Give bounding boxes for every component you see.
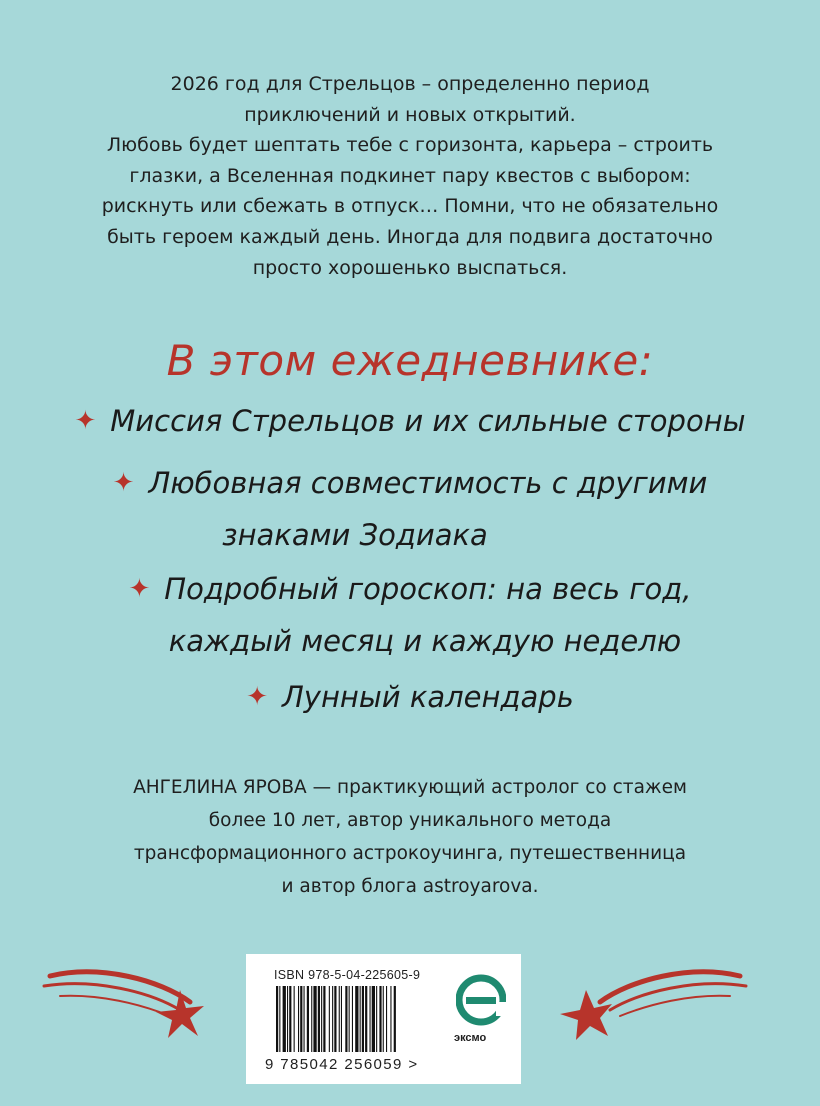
barcode-bar (365, 986, 367, 1052)
feature-label: Лунный календарь (281, 680, 574, 714)
intro-line: быть героем каждый день. Иногда для подвига достаточно (107, 225, 713, 248)
barcode-bar (283, 986, 286, 1052)
barcode-bar (345, 986, 347, 1052)
barcode-bar (379, 986, 381, 1052)
barcode-icon (276, 986, 441, 1056)
shooting-star-icon (550, 960, 750, 1050)
four-point-star-icon: ✦ (74, 406, 97, 436)
barcode-bar (339, 986, 340, 1052)
intro-line: просто хорошенько выспаться. (252, 256, 568, 279)
barcode-bar (334, 986, 336, 1052)
author-bio (40, 771, 780, 903)
intro-line: 2026 год для Стрельцов – определенно период (170, 73, 650, 95)
barcode-bar (276, 986, 278, 1052)
feature-label-continued: каждый месяц и каждую неделю (168, 624, 682, 658)
feature-label: Миссия Стрельцов и их сильные стороны (110, 404, 746, 438)
isbn-number: ISBN 978-5-04-225605-9 (274, 968, 421, 982)
barcode-bar (289, 986, 291, 1052)
feature-item (0, 563, 820, 667)
intro-line: приключений и новых открытий. (244, 103, 576, 126)
feature-item (0, 671, 820, 723)
barcode-bar (321, 986, 322, 1052)
ean-digits: 9 785042 256059 > (265, 1056, 419, 1073)
barcode-panel (246, 954, 521, 1084)
intro-text (40, 69, 780, 283)
barcode-bar (332, 986, 333, 1052)
shooting-star-icon (40, 960, 240, 1050)
feature-item (0, 395, 820, 447)
publisher-name: эксмо (454, 1032, 487, 1044)
intro-line: Любовь будет шептать тебе с горизонта, карьера – строить (106, 134, 714, 157)
barcode-bar (383, 986, 384, 1052)
author-line: трансформационного астрокоучинга, путешественница (133, 843, 687, 864)
barcode-bar (355, 986, 358, 1052)
intro-line: рискнуть или сбежать в отпуск… Помни, что не обязательно (101, 195, 719, 218)
barcode-bar (298, 986, 299, 1052)
barcode-bar (313, 986, 316, 1052)
barcode-bar (372, 986, 375, 1052)
features-heading: В этом ежедневнике: (166, 336, 654, 385)
intro-line: глазки, а Вселенная подкинет пару квестов с выбором: (129, 164, 691, 187)
barcode-bar (307, 986, 309, 1052)
barcode-bar (341, 986, 342, 1052)
eksmo-logo-icon (456, 972, 506, 1028)
barcode-bar (279, 986, 280, 1052)
barcode-bar (360, 986, 361, 1052)
author-line: более 10 лет, автор уникального метода (208, 810, 612, 831)
author-line: АНГЕЛИНА ЯРОВА — практикующий астролог со стажем (133, 777, 687, 798)
barcode-bar (362, 986, 364, 1052)
feature-item (0, 457, 820, 561)
barcode-bar (304, 986, 305, 1052)
barcode-bar (294, 986, 295, 1052)
barcode-bar (370, 986, 371, 1052)
barcode-bar (323, 986, 325, 1052)
barcode-bar (394, 986, 396, 1052)
barcode-bar (318, 986, 320, 1052)
barcode-bar (376, 986, 377, 1052)
barcode-bar (349, 986, 350, 1052)
feature-label: Подробный гороскоп: на весь год, (164, 572, 692, 606)
barcode-bar (311, 986, 312, 1052)
feature-label: Любовная совместимость с другими (148, 466, 708, 500)
four-point-star-icon: ✦ (112, 468, 135, 498)
barcode-bar (287, 986, 288, 1052)
feature-label-continued: знаками Зодиака (222, 518, 488, 552)
barcode-bar (386, 986, 387, 1052)
author-line: и автор блога astroyarova. (281, 876, 539, 897)
four-point-star-icon: ✦ (128, 574, 151, 604)
barcode-bar (390, 986, 391, 1052)
barcode-bar (329, 986, 330, 1052)
barcode-bar (300, 986, 302, 1052)
barcode-bar (352, 986, 353, 1052)
four-point-star-icon: ✦ (246, 682, 268, 712)
